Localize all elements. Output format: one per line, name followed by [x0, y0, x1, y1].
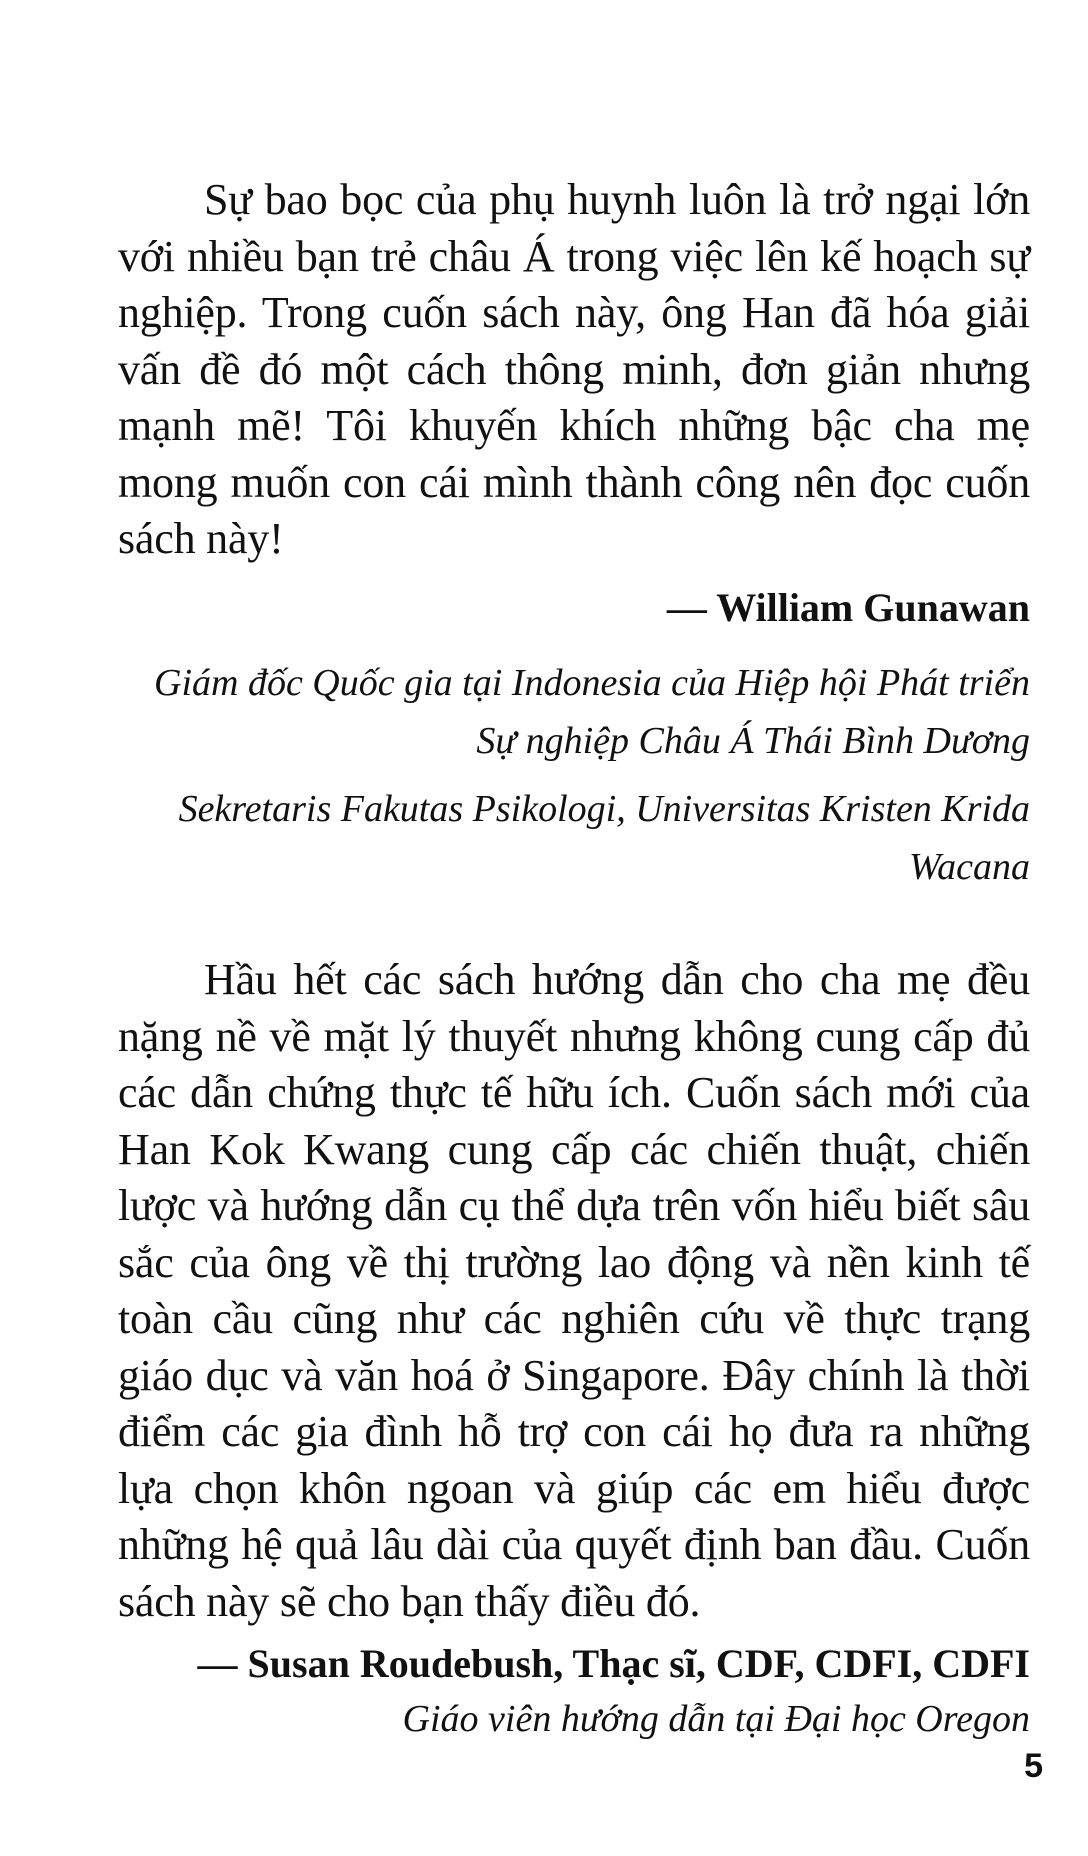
testimonial-text: Sự bao bọc của phụ huynh luôn là trở ngại lớn với nhiều bạn trẻ châu Á trong việc lên kế hoạch sự nghiệp. Trong cuốn sách này, ông Han đã hóa giải vấn đề đó một cách thông minh, đơn giản nhưng mạnh mẽ! Tôi khuyến khích những bậc cha mẹ mong muốn con cái mình thành công nên đọc cuốn sách này! [118, 175, 1030, 563]
testimonial-author: — William Gunawan [666, 584, 1030, 630]
author-affiliations [118, 654, 1030, 896]
testimonial-susan-roudebush [118, 952, 1030, 1748]
author-affiliation: Giám đốc Quốc gia tại Indonesia của Hiệp hội Phát triển [154, 661, 1030, 704]
testimonial-william-gunawan [118, 172, 1030, 896]
author-affiliation: Sự nghiệp Châu Á Thái Bình Dương [476, 719, 1030, 762]
author-affiliation: Sekretaris Fakutas Psikologi, Universitas Kristen Krida Wacana [178, 787, 1030, 888]
testimonial-text: Hầu hết các sách hướng dẫn cho cha mẹ đều nặng nề về mặt lý thuyết nhưng không cung cấp đủ các dẫn chứng thực tế hữu ích. Cuốn sách mới của Han Kok Kwang cung cấp các chiến thuật, chiến lược và hướng dẫn cụ thể dựa trên vốn hiểu biết sâu sắc của ông về thị trường lao động và nền kinh tế toàn cầu cũng như các nghiên cứu về thực trạng giáo dục và văn hoá ở Singapore. Đây chính là thời điểm các gia đình hỗ trợ con cái họ đưa ra những lựa chọn khôn ngoan và giúp các em hiểu được những hệ quả lâu dài của quyết định ban đầu. Cuốn sách này sẽ cho bạn thấy điều đó. [118, 955, 1030, 1626]
testimonial-author: — Susan Roudebush, Thạc sĩ, CDF, CDFI, CDFI [197, 1641, 1030, 1686]
author-affiliation: Giáo viên hướng dẫn tại Đại học Oregon [402, 1698, 1030, 1740]
page-number: 5 [1024, 1747, 1043, 1785]
